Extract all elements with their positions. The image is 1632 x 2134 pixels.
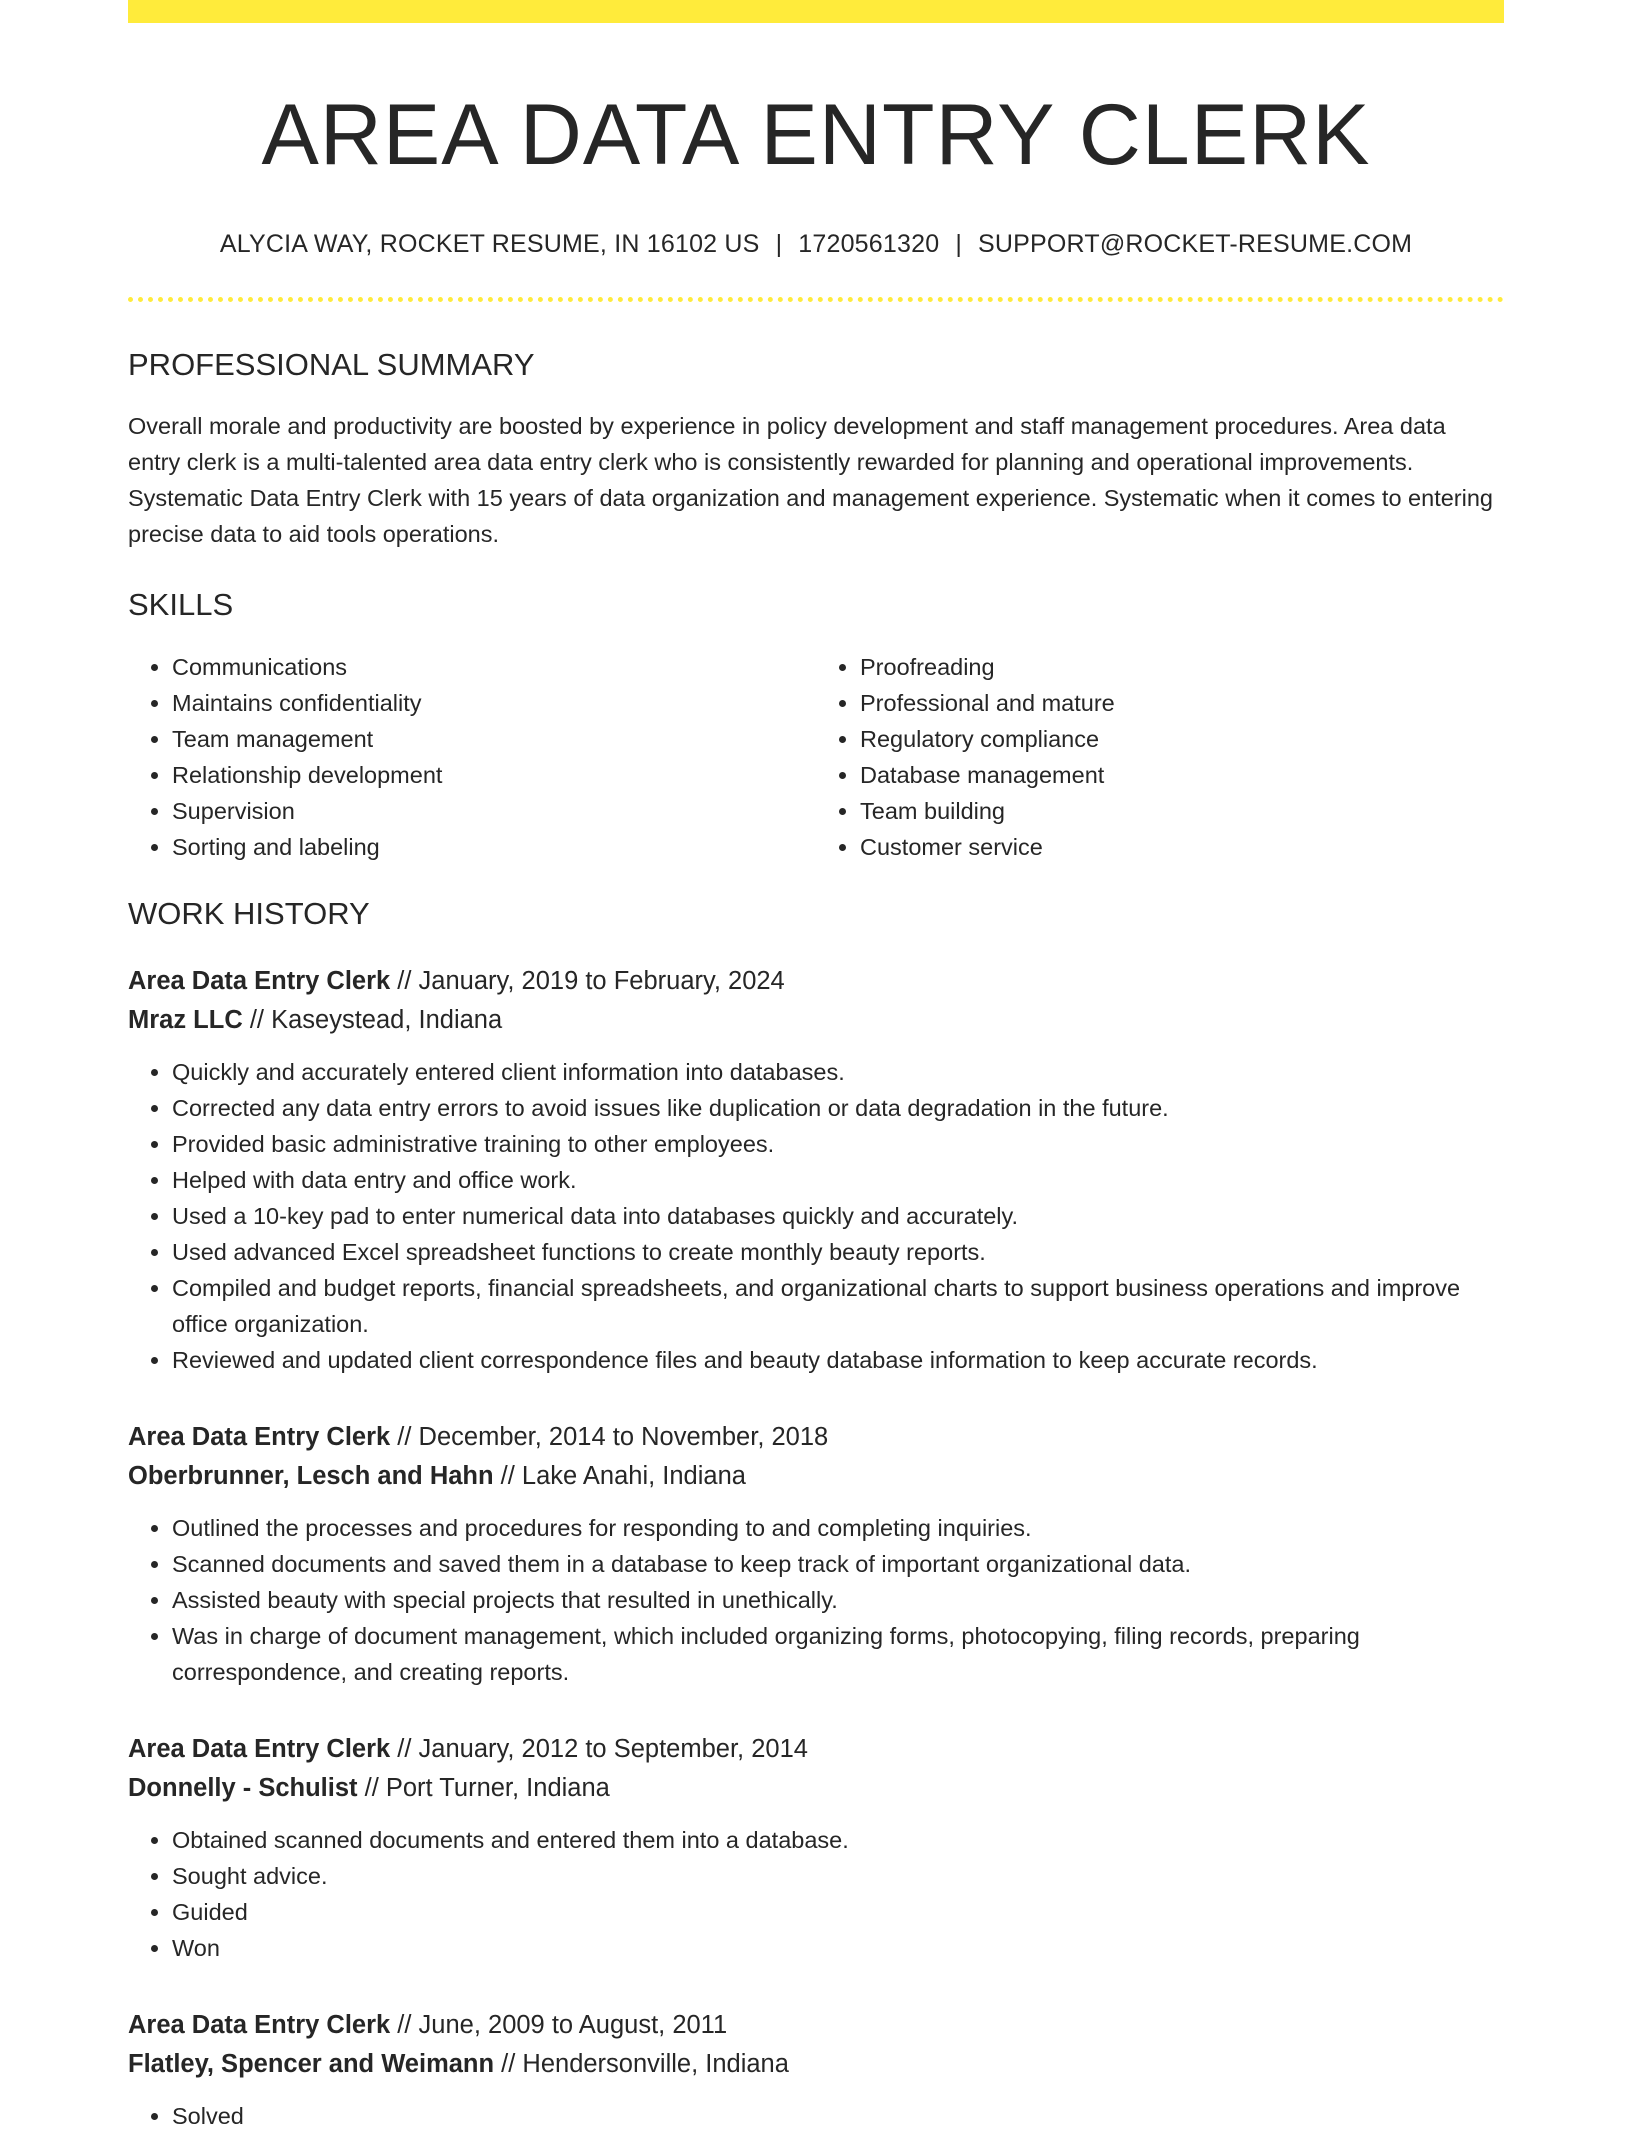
job-bullets	[128, 1054, 1504, 1378]
job-bullet: • Outlined the processes and procedures for responding to and completing inquiries.	[172, 1510, 1504, 1546]
skills-heading: SKILLS	[128, 587, 234, 623]
skill-item: • Customer service	[860, 829, 1504, 865]
job-bullet: • Assisted beauty with special projects that resulted in unethically.	[172, 1582, 1504, 1618]
job-role: Area Data Entry Clerk	[128, 1734, 391, 1763]
resume-title: AREA DATA ENTRY CLERK	[261, 87, 1371, 183]
contact-email: SUPPORT@ROCKET-RESUME.COM	[978, 230, 1413, 259]
job-entry	[128, 1730, 1504, 1966]
job-company: Flatley, Spencer and Weimann	[128, 2049, 495, 2078]
job-title-line	[128, 2006, 1504, 2045]
job-company-line	[128, 2045, 1504, 2084]
dotted-divider	[128, 297, 1504, 302]
job-dates: // June, 2009 to August, 2011	[390, 2010, 728, 2039]
job-title-line	[128, 1730, 1504, 1769]
skill-item: • Communications	[172, 649, 816, 685]
job-company-line	[128, 1457, 1504, 1496]
skills-column-right	[816, 649, 1504, 865]
skill-item: • Supervision	[172, 793, 816, 829]
job-bullet: • Helped with data entry and office work.	[172, 1162, 1504, 1198]
resume-page	[128, 0, 1504, 2134]
job-dates: // January, 2019 to February, 2024	[390, 966, 785, 995]
job-bullet: • Sought advice.	[172, 1858, 1504, 1894]
skill-item: • Database management	[860, 757, 1504, 793]
skill-item: • Team management	[172, 721, 816, 757]
job-bullet: • Quickly and accurately entered client information into databases.	[172, 1054, 1504, 1090]
job-bullet: • Reviewed and updated client correspondence files and beauty database information to keep accurate records.	[172, 1342, 1504, 1378]
job-bullets	[128, 1510, 1504, 1690]
skill-item: • Regulatory compliance	[860, 721, 1504, 757]
job-bullet: • Corrected any data entry errors to avoid issues like duplication or data degradation in the future.	[172, 1090, 1504, 1126]
contact-address: ALYCIA WAY, ROCKET RESUME, IN 16102 US	[219, 230, 760, 259]
job-dates: // January, 2012 to September, 2014	[390, 1734, 808, 1763]
work-history-heading: WORK HISTORY	[128, 895, 370, 931]
skill-item: • Proofreading	[860, 649, 1504, 685]
job-bullet: • Scanned documents and saved them in a database to keep track of important organizational data.	[172, 1546, 1504, 1582]
job-company: Mraz LLC	[128, 1005, 243, 1034]
job-company-line	[128, 1769, 1504, 1808]
job-entry	[128, 2006, 1504, 2134]
job-location: // Port Turner, Indiana	[357, 1773, 610, 1802]
contact-info	[128, 229, 1504, 259]
contact-separator: |	[955, 230, 963, 259]
job-bullet: • Was in charge of document management, which included organizing forms, photocopying, filing records, preparing correspondence, and creating reports.	[172, 1618, 1504, 1690]
job-title-line	[128, 1418, 1504, 1457]
job-bullet: • Used a 10-key pad to enter numerical data into databases quickly and accurately.	[172, 1198, 1504, 1234]
job-bullet: • Won	[172, 1930, 1504, 1966]
summary-heading: PROFESSIONAL SUMMARY	[128, 347, 535, 383]
job-bullet: • Compiled and budget reports, financial spreadsheets, and organizational charts to support business operations and improve office organization.	[172, 1270, 1504, 1342]
job-company: Oberbrunner, Lesch and Hahn	[128, 1461, 494, 1490]
skill-item: • Maintains confidentiality	[172, 685, 816, 721]
job-bullet: • Provided basic administrative training to other employees.	[172, 1126, 1504, 1162]
job-company: Donnelly - Schulist	[128, 1773, 358, 1802]
job-bullet: • Used advanced Excel spreadsheet functions to create monthly beauty reports.	[172, 1234, 1504, 1270]
job-dates: // December, 2014 to November, 2018	[390, 1422, 829, 1451]
skills-column-left	[128, 649, 816, 865]
job-entry	[128, 962, 1504, 1378]
job-location: // Kaseystead, Indiana	[242, 1005, 503, 1034]
job-location: // Lake Anahi, Indiana	[493, 1461, 746, 1490]
job-bullets	[128, 1822, 1504, 1966]
job-bullet: • Guided	[172, 1894, 1504, 1930]
job-company-line	[128, 1001, 1504, 1040]
skills-list	[128, 649, 1504, 865]
job-bullets	[128, 2098, 1504, 2134]
contact-separator: |	[775, 230, 783, 259]
contact-phone: 1720561320	[798, 230, 940, 259]
job-title-line	[128, 962, 1504, 1001]
summary-text: Overall morale and productivity are boosted by experience in policy development and staff management procedures. Area data entry clerk is a multi-talented area data entry clerk who is consistently rewarded for planning and operational improvements. Systematic Data Entry Clerk with 15 years of data organization and management experience. Systematic when it comes to entering precise data to aid tools operations.	[128, 413, 1493, 548]
skill-item: • Relationship development	[172, 757, 816, 793]
job-role: Area Data Entry Clerk	[128, 2010, 391, 2039]
skill-item: • Team building	[860, 793, 1504, 829]
job-role: Area Data Entry Clerk	[128, 1422, 391, 1451]
job-bullet: • Obtained scanned documents and entered them into a database.	[172, 1822, 1504, 1858]
job-role: Area Data Entry Clerk	[128, 966, 391, 995]
skill-item: • Sorting and labeling	[172, 829, 816, 865]
top-accent-bar	[128, 0, 1504, 23]
job-location: // Hendersonville, Indiana	[494, 2049, 789, 2078]
skill-item: • Professional and mature	[860, 685, 1504, 721]
job-entry	[128, 1418, 1504, 1690]
job-bullet: • Solved	[172, 2098, 1504, 2134]
